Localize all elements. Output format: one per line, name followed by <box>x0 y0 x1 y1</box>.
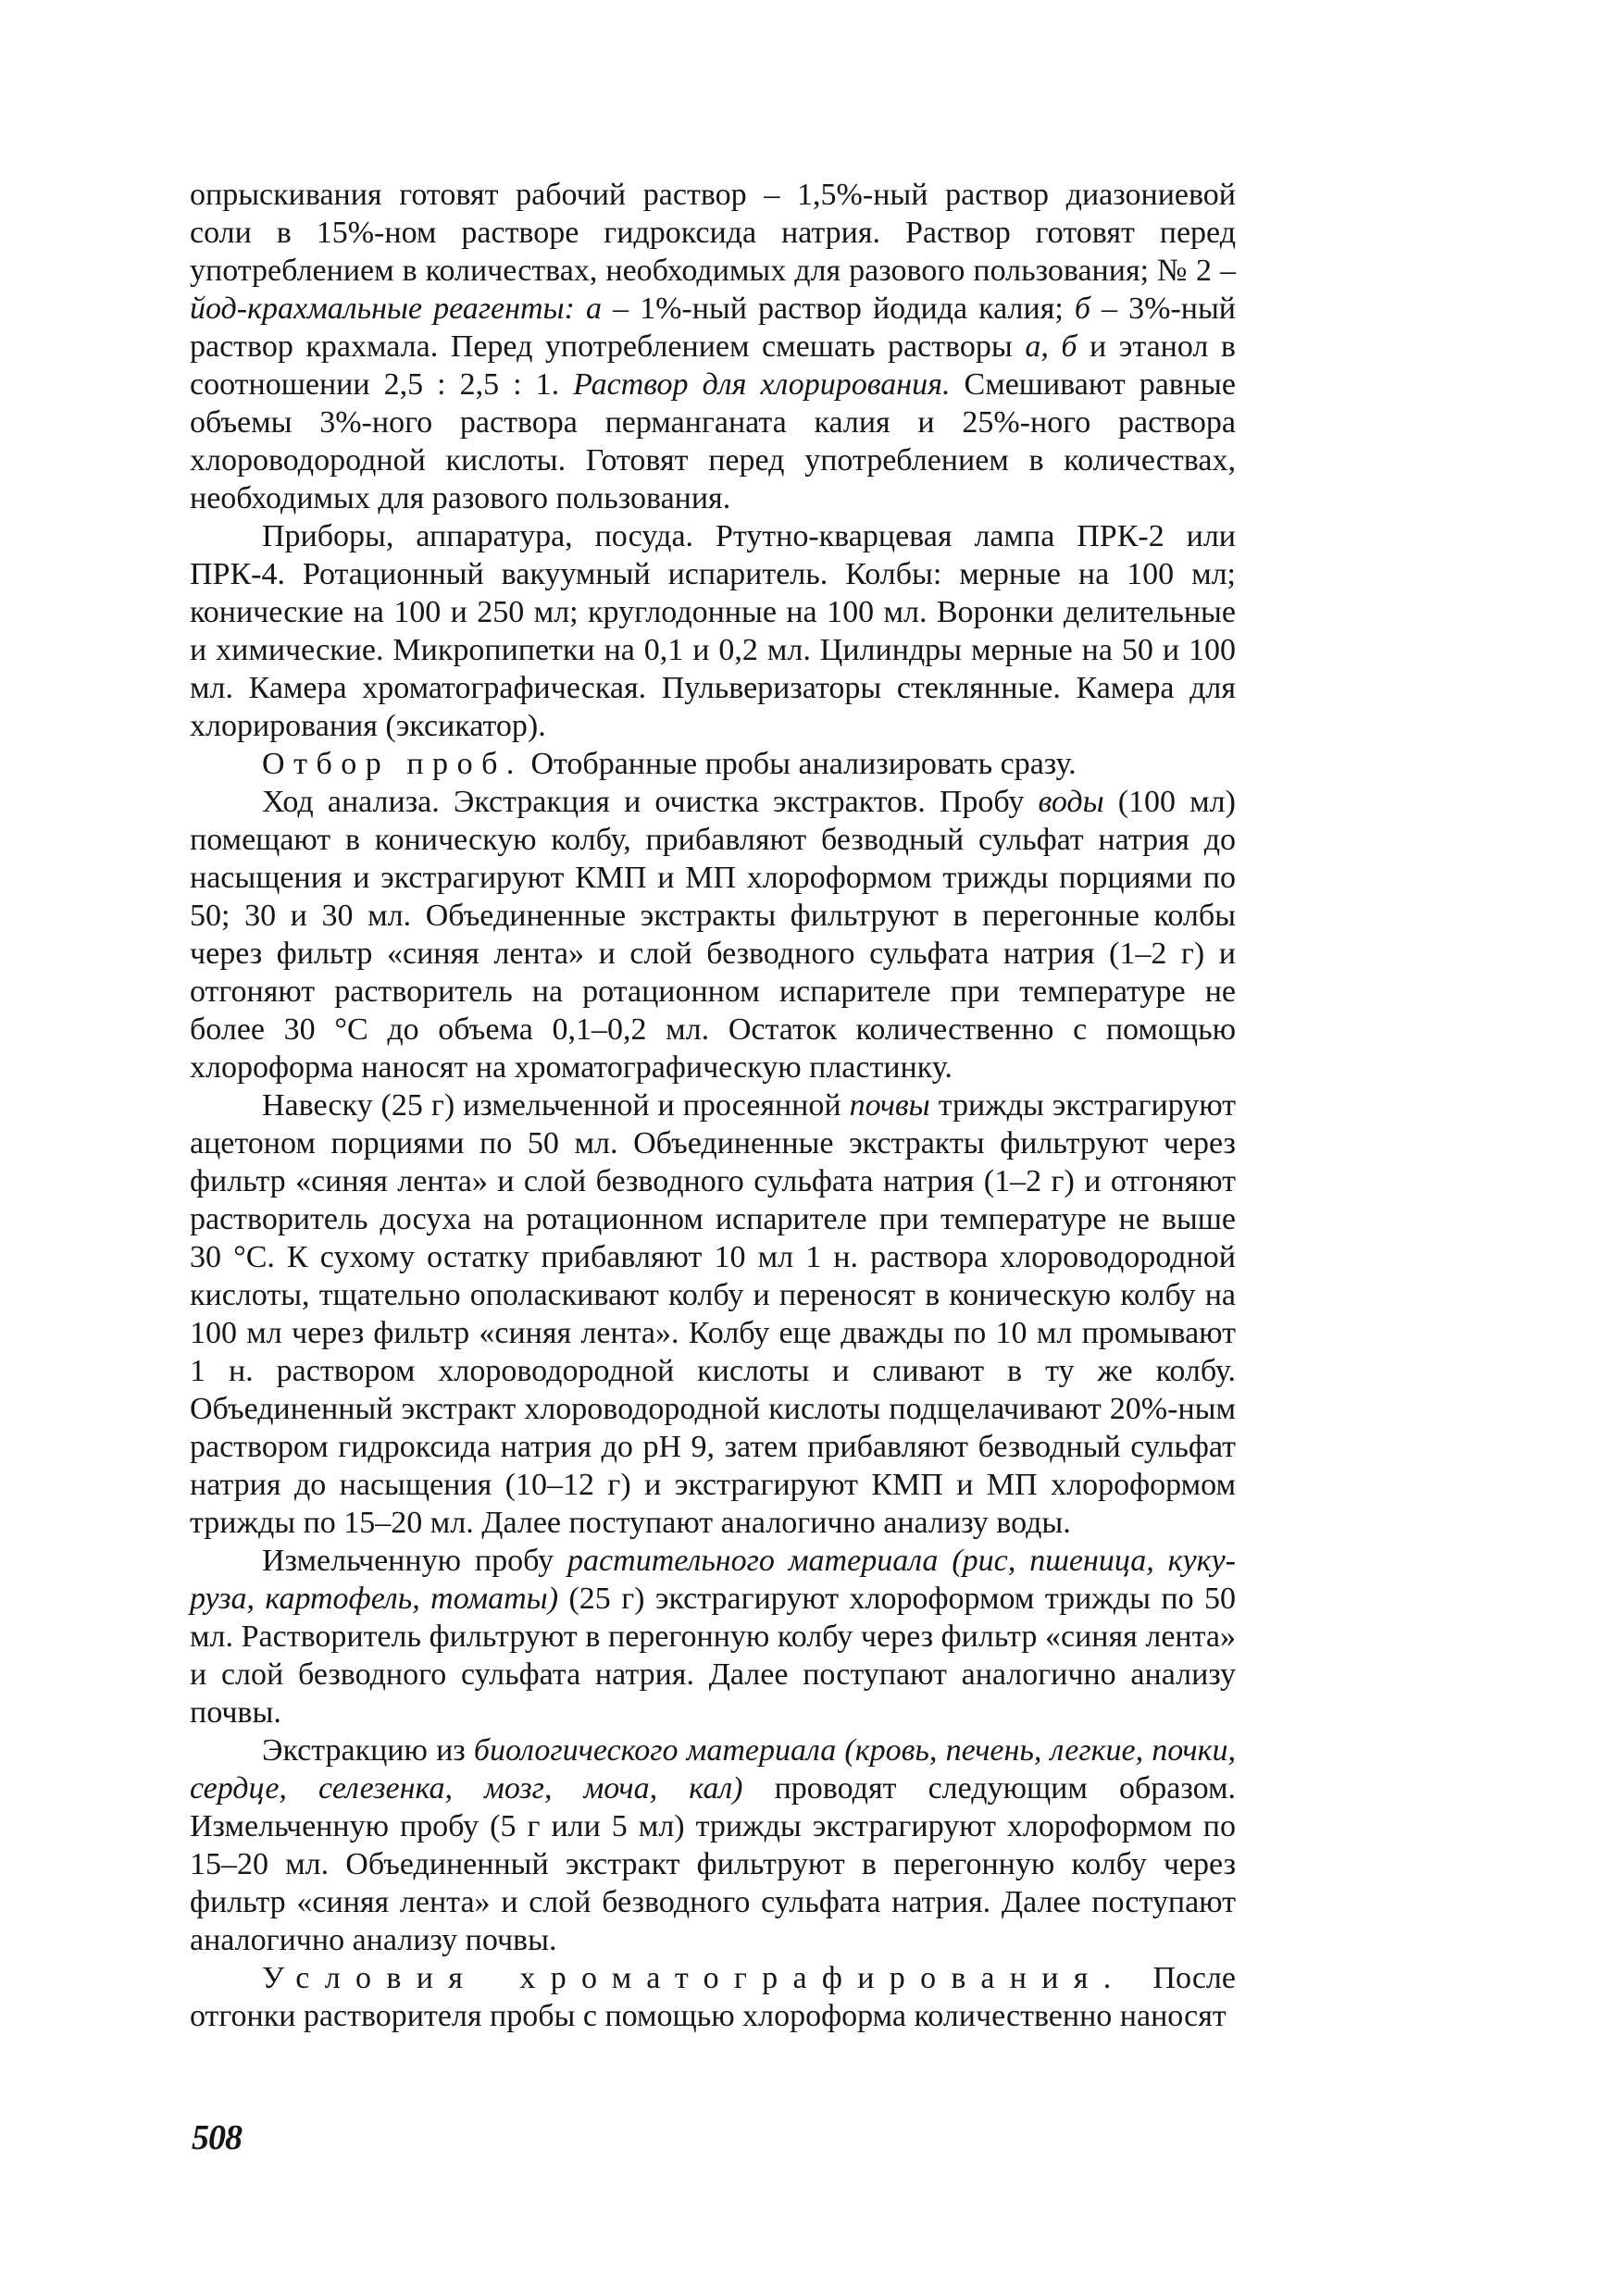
text-run-i: почвы <box>849 1088 930 1123</box>
text-run-i: а <box>585 292 602 326</box>
text-run <box>575 292 586 326</box>
page-number: 508 <box>192 2118 242 2157</box>
paragraph <box>190 783 1236 1086</box>
text-run-i: Раствор для хлорирования. <box>573 367 951 402</box>
text-run: проводят следующим образом. Измельченную пробу (5 г или 5 мл) трижды экстрагируют хлороформом по 15–20 мл. Объединенный экстракт фильтруют в перегонную колбу через фильтр «синяя лента» и слой безводного сульфата натрия. Далее поступают аналогично анализу почвы. <box>190 1771 1236 1957</box>
paragraph <box>190 1086 1236 1542</box>
paragraph <box>190 1542 1236 1731</box>
text-run: опрыскивания готовят рабочий раствор – 1,5%-ный раствор диазониевой соли в 15%-ном растворе гидроксида натрия. Раствор готовят перед употреблением в количествах, необходимых для разового пользования; № 2 – <box>190 178 1236 288</box>
text-run-sp-wide: Условия хроматографирования. <box>262 1961 1127 1995</box>
book-page <box>190 176 1236 2035</box>
text-run: После отгонки растворителя пробы с помощью хлороформа количественно наносят <box>190 1961 1236 2033</box>
text-run-sp: Отбор проб. <box>262 747 523 781</box>
text-run: (100 мл) помещают в коническую колбу, прибавляют безводный сульфат натрия до насыщения и экстрагируют КМП и МП хлороформом трижды порциями по 50; 30 и 30 мл. Объединенные экстракты фильтруют в перегонные колбы через фильтр «синяя лента» и слой безводного сульфата натрия (1–2 г) и отгоняют растворитель на ротационном испарителе при температуре не более 30 °С до объема 0,1–0,2 мл. Остаток количественно с помощью хлороформа наносят на хроматографическую пластинку. <box>190 785 1236 1085</box>
text-run: Измельченную пробу <box>262 1544 568 1578</box>
text-run: Смешивают равные объемы 3%-ного раствора перманганата калия и 25%-ного раствора хлороводородной кислоты. Готовят перед употреблением в количествах, необходимых для разового пользования. <box>190 367 1236 515</box>
paragraph <box>190 517 1236 745</box>
text-run: Навеску (25 г) измельченной и просеянной <box>262 1088 850 1123</box>
paragraph <box>190 745 1236 783</box>
text-run: Приборы, аппаратура, посуда. Ртутно-кварцевая лампа ПРК-2 или ПРК-4. Ротационный вакуумный испаритель. Колбы: мерные на 100 мл; конические на 100 и 250 мл; круглодонные на 100 мл. Воронки делительные и химические. Микропипетки на 0,1 и 0,2 мл. Цилиндры мерные на 50 и 100 мл. Камера хроматографическая. Пульверизаторы стеклянные. Камера для хлорирования (эксикатор). <box>190 519 1236 743</box>
text-run: и этанол в соотношении 2,5 : 2,5 : 1. <box>190 329 1236 402</box>
text-run: (25 г) экстрагируют хлороформом трижды по 50 мл. Растворитель фильтруют в перегонную колбу через фильтр «синяя лента» и слой безводного сульфата натрия. Далее поступают аналогично анализу почвы. <box>190 1582 1236 1730</box>
text-run: Экстракцию из <box>262 1733 474 1768</box>
text-run-i: йод-крахмальные реагенты: <box>190 292 575 326</box>
text-run-i: а, б <box>1025 329 1077 364</box>
text-run-i: растительного материала (рис, пшеница, кукуруза, картофель, томаты) <box>190 1544 1236 1616</box>
text-run-i: б <box>1074 292 1090 326</box>
text-run-i: воды <box>1038 785 1104 819</box>
text-block <box>190 176 1236 2035</box>
paragraph <box>190 1959 1236 2035</box>
text-run: Ход анализа. Экстракция и очистка экстрактов. Пробу <box>262 785 1039 819</box>
text-run: – 3%-ный раствор крахмала. Перед употреблением смешать растворы <box>190 292 1237 364</box>
paragraph <box>190 1731 1236 1959</box>
paragraph <box>190 176 1236 517</box>
text-run-i: биологического материала (кровь, печень, легкие, почки, сердце, селезенка, мозг, моча, кал) <box>190 1733 1237 1806</box>
text-run: Отобранные пробы анализировать сразу. <box>522 747 1077 781</box>
text-run: – 1%-ный раствор йодида калия; <box>601 292 1075 326</box>
text-run: трижды экстрагируют ацетоном порциями по 50 мл. Объединенные экстракты фильтруют через фильтр «синяя лента» и слой безводного сульфата натрия (1–2 г) и отгоняют растворитель досуха на ротационном испарителе при температуре не выше 30 °С. К сухому остатку прибавляют 10 мл 1 н. раствора хлороводородной кислоты, тщательно ополаскивают колбу и переносят в коническую колбу на 100 мл через фильтр «синяя лента». Колбу еще дважды по 10 мл промывают 1 н. раствором хлороводородной кислоты и сливают в ту же колбу. Объединенный экстракт хлороводородной кислоты подщелачивают 20%-ным раствором гидроксида натрия до pH 9, затем прибавляют безводный сульфат натрия до насыщения (10–12 г) и экстрагируют КМП и МП хлороформом трижды по 15–20 мл. Далее поступают аналогично анализу воды. <box>190 1088 1237 1540</box>
